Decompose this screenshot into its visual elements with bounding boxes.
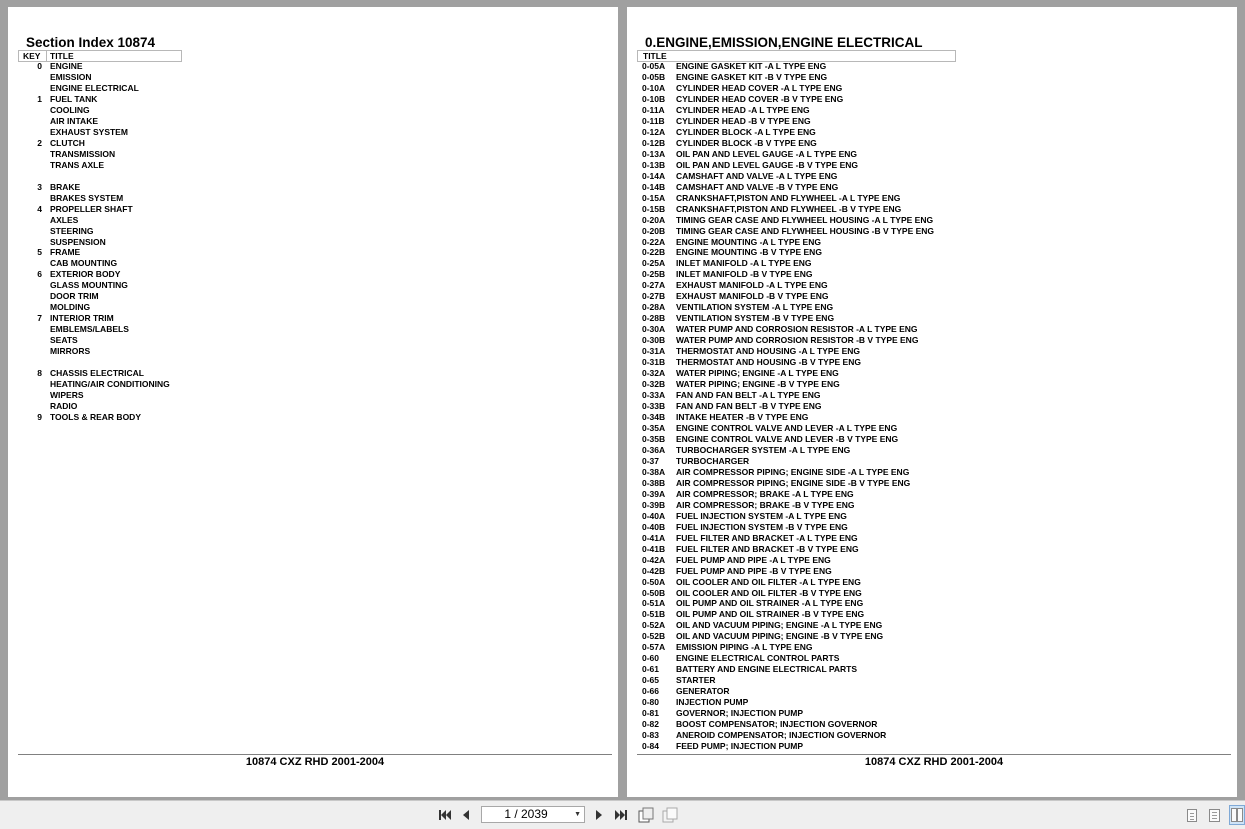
index-row[interactable] [642, 445, 1202, 456]
index-row[interactable] [642, 291, 1202, 302]
index-row[interactable] [28, 193, 428, 204]
row-title: EXTERIOR BODY [50, 269, 121, 280]
row-title: ENGINE GASKET KIT -B V TYPE ENG [676, 71, 828, 82]
row-key: 0-10B [642, 93, 666, 104]
row-key: 0-22B [642, 247, 666, 258]
row-title: CLUTCH [50, 137, 85, 148]
row-key: 0-25B [642, 269, 666, 280]
row-title: ENGINE ELECTRICAL CONTROL PARTS [676, 653, 840, 664]
index-row[interactable] [642, 631, 1202, 642]
row-title: FUEL INJECTION SYSTEM -A L TYPE ENG [676, 510, 847, 521]
row-title: CYLINDER HEAD -A L TYPE ENG [676, 104, 810, 115]
row-key: 0-60 [642, 653, 660, 664]
row-key: 0-20A [642, 214, 666, 225]
index-row[interactable] [28, 116, 428, 127]
page-number-select[interactable] [481, 806, 585, 823]
row-key: 0-10A [642, 82, 666, 93]
index-row[interactable] [642, 83, 1202, 94]
row-title: FUEL FILTER AND BRACKET -B V TYPE ENG [676, 543, 859, 554]
row-title: AIR COMPRESSOR PIPING; ENGINE SIDE -B V TYPE ENG [676, 477, 911, 488]
row-title: INTAKE HEATER -B V TYPE ENG [676, 412, 809, 422]
page-indicator: 1 / 2039 [504, 807, 548, 821]
row-title: OIL PAN AND LEVEL GAUGE -A L TYPE ENG [676, 148, 858, 159]
row-title: THERMOSTAT AND HOUSING -A L TYPE ENG [676, 346, 861, 357]
row-key: 0-81 [642, 708, 660, 719]
row-title: EMISSION [50, 71, 92, 82]
index-row[interactable] [642, 533, 1202, 544]
row-key: 0-13B [642, 159, 666, 170]
index-row[interactable] [642, 609, 1202, 620]
row-title: TRANS AXLE [50, 159, 104, 170]
row-title: CRANKSHAFT,PISTON AND FLYWHEEL -B V TYPE ENG [676, 203, 902, 214]
index-row[interactable] [642, 730, 1202, 741]
index-row[interactable] [28, 401, 428, 412]
row-title: TIMING GEAR CASE AND FLYWHEEL HOUSING -A L TYPE ENG [676, 214, 934, 225]
row-key: 0-33A [642, 390, 666, 401]
row-title: AIR COMPRESSOR PIPING; ENGINE SIDE -A L TYPE ENG [676, 466, 910, 477]
index-row[interactable] [642, 72, 1202, 83]
index-row[interactable] [28, 226, 428, 237]
index-row[interactable] [642, 653, 1202, 664]
index-row[interactable] [28, 258, 428, 269]
row-key: 0-33B [642, 401, 666, 412]
row-title: INLET MANIFOLD -B V TYPE ENG [676, 269, 813, 280]
index-row[interactable] [642, 478, 1202, 489]
index-row[interactable] [642, 675, 1202, 686]
row-key: 0-13A [642, 148, 666, 159]
row-title: BRAKES SYSTEM [50, 192, 124, 203]
row-title: CYLINDER HEAD COVER -B V TYPE ENG [676, 93, 844, 104]
row-title: TURBOCHARGER [676, 455, 750, 466]
row-title: FEED PUMP; INJECTION PUMP [676, 741, 804, 752]
row-title: MOLDING [50, 302, 91, 313]
row-title: GOVERNOR; INJECTION PUMP [676, 708, 804, 719]
row-title: OIL COOLER AND OIL FILTER -A L TYPE ENG [676, 576, 861, 587]
index-row[interactable] [642, 434, 1202, 445]
index-row[interactable] [642, 588, 1202, 599]
page-footer: 10874 CXZ RHD 2001-2004 [864, 756, 1004, 768]
row-key: 0-82 [642, 719, 660, 730]
index-row[interactable] [28, 138, 428, 149]
row-title: TIMING GEAR CASE AND FLYWHEEL HOUSING -B V TYPE ENG [676, 225, 935, 236]
row-key: 0-40A [642, 510, 666, 521]
first-page-button[interactable] [437, 807, 453, 823]
row-title: RADIO [50, 401, 78, 412]
row-key: 0-05B [642, 71, 666, 82]
document-page-left [8, 7, 618, 797]
last-page-icon [614, 809, 628, 821]
row-title: ENGINE GASKET KIT -A L TYPE ENG [676, 61, 827, 71]
row-title: EXHAUST MANIFOLD -B V TYPE ENG [676, 291, 829, 302]
index-row[interactable] [642, 204, 1202, 215]
row-title: OIL AND VACUUM PIPING; ENGINE -B V TYPE ENG [676, 631, 884, 642]
row-title: ENGINE ELECTRICAL [50, 82, 139, 93]
fit-icon [662, 807, 678, 823]
row-title: OIL AND VACUUM PIPING; ENGINE -A L TYPE ENG [676, 620, 883, 631]
index-row[interactable] [642, 620, 1202, 631]
index-row[interactable] [642, 247, 1202, 258]
row-title: MIRRORS [50, 346, 91, 357]
row-key: 7 [37, 313, 42, 324]
row-title: OIL PUMP AND OIL STRAINER -B V TYPE ENG [676, 609, 865, 620]
row-key: 3 [37, 181, 42, 192]
row-key: 0-11B [642, 115, 665, 126]
row-key: 0-42A [642, 554, 666, 565]
row-title: INJECTION PUMP [676, 697, 749, 708]
index-row[interactable] [28, 368, 428, 379]
row-title: CYLINDER HEAD COVER -A L TYPE ENG [676, 82, 843, 93]
index-row[interactable] [642, 258, 1202, 269]
rotate-icon [638, 807, 654, 823]
index-row[interactable] [642, 566, 1202, 577]
index-row[interactable] [28, 182, 428, 193]
row-key: 0-22A [642, 236, 666, 247]
index-row[interactable] [642, 182, 1202, 193]
row-key: 0-20B [642, 225, 666, 236]
viewer-toolbar [0, 800, 1245, 829]
row-title: STEERING [50, 225, 94, 236]
row-title: ENGINE MOUNTING -A L TYPE ENG [676, 236, 821, 247]
index-row[interactable] [642, 160, 1202, 171]
row-key: 0-38A [642, 466, 666, 477]
index-row[interactable] [28, 412, 428, 423]
index-row[interactable] [642, 708, 1202, 719]
row-title: TURBOCHARGER SYSTEM -A L TYPE ENG [676, 444, 851, 455]
index-row[interactable] [642, 577, 1202, 588]
row-key: 0-12B [642, 137, 666, 148]
index-row[interactable] [642, 116, 1202, 127]
row-key: 0-32B [642, 379, 666, 390]
row-title: TOOLS & REAR BODY [50, 412, 141, 422]
row-key: 0-83 [642, 730, 660, 741]
row-title: ANEROID COMPENSATOR; INJECTION GOVERNOR [676, 730, 887, 741]
row-key: 0-34B [642, 412, 666, 422]
row-key: 0-25A [642, 258, 666, 269]
continuous-view-icon[interactable] [1209, 809, 1220, 822]
row-key: 0-37 [642, 455, 660, 466]
index-row[interactable] [28, 313, 428, 324]
footer-divider [18, 754, 612, 755]
index-row[interactable] [642, 598, 1202, 609]
row-title: BATTERY AND ENGINE ELECTRICAL PARTS [676, 664, 858, 675]
index-row[interactable] [28, 390, 428, 401]
index-row[interactable] [642, 390, 1202, 401]
row-key: 0-66 [642, 686, 660, 697]
index-row[interactable] [642, 149, 1202, 160]
index-row[interactable] [28, 215, 428, 226]
index-row[interactable] [28, 83, 428, 94]
row-key: 0-51B [642, 609, 666, 620]
row-key: 0-12A [642, 126, 666, 137]
row-key: 0-50B [642, 587, 666, 598]
index-row[interactable] [28, 160, 428, 171]
index-row[interactable] [28, 280, 428, 291]
row-title: OIL PUMP AND OIL STRAINER -A L TYPE ENG [676, 598, 864, 609]
index-row[interactable] [28, 94, 428, 105]
previous-page-button[interactable] [458, 807, 474, 823]
index-row[interactable] [642, 379, 1202, 390]
row-key: 0-42B [642, 565, 666, 576]
index-row[interactable] [642, 138, 1202, 149]
index-row[interactable] [642, 500, 1202, 511]
section-index-list [28, 61, 428, 423]
section-title: 0.ENGINE,EMISSION,ENGINE ELECTRICAL [645, 35, 923, 50]
row-title: OIL PAN AND LEVEL GAUGE -B V TYPE ENG [676, 159, 858, 170]
title-column-header: TITLE [50, 51, 74, 61]
row-title: CAB MOUNTING [50, 258, 118, 269]
row-title: FUEL INJECTION SYSTEM -B V TYPE ENG [676, 521, 848, 532]
single-page-view-icon[interactable] [1187, 809, 1197, 822]
index-row[interactable] [642, 324, 1202, 335]
index-row[interactable] [642, 171, 1202, 182]
row-key: 0-40B [642, 521, 666, 532]
row-key: 2 [37, 137, 42, 148]
row-title: CAMSHAFT AND VALVE -B V TYPE ENG [676, 181, 839, 192]
row-title: EMBLEMS/LABELS [50, 324, 129, 335]
index-row[interactable] [642, 544, 1202, 555]
index-row[interactable] [28, 269, 428, 280]
row-key: 0-84 [642, 741, 660, 752]
index-row[interactable] [642, 105, 1202, 116]
index-row[interactable] [642, 215, 1202, 226]
index-row[interactable] [28, 379, 428, 390]
row-title: EMISSION PIPING -A L TYPE ENG [676, 642, 813, 653]
row-key: 0-50A [642, 576, 666, 587]
row-key: 0-52A [642, 620, 666, 631]
row-key: 0-65 [642, 675, 660, 686]
index-row[interactable] [642, 94, 1202, 105]
row-title: SEATS [50, 335, 78, 346]
two-page-view-button[interactable] [1229, 805, 1245, 825]
index-row[interactable] [28, 204, 428, 215]
row-title: CYLINDER BLOCK -B V TYPE ENG [676, 137, 817, 148]
index-row[interactable] [642, 686, 1202, 697]
row-title: FAN AND FAN BELT -B V TYPE ENG [676, 401, 822, 412]
section-index-title: Section Index 10874 [26, 35, 156, 50]
row-title: FUEL FILTER AND BRACKET -A L TYPE ENG [676, 532, 858, 543]
row-key: 1 [37, 93, 42, 104]
row-key: 0-41A [642, 532, 666, 543]
next-page-icon [594, 809, 604, 821]
index-row[interactable] [642, 467, 1202, 478]
row-title: WATER PUMP AND CORROSION RESISTOR -B V TYPE ENG [676, 335, 919, 346]
row-title: CHASSIS ELECTRICAL [50, 368, 144, 379]
row-title: FAN AND FAN BELT -A L TYPE ENG [676, 390, 821, 401]
index-row[interactable] [28, 291, 428, 302]
index-row[interactable] [642, 269, 1202, 280]
row-title: AXLES [50, 214, 79, 225]
footer-divider [637, 754, 1231, 755]
row-title: AIR INTAKE [50, 115, 99, 126]
index-row[interactable] [642, 226, 1202, 237]
row-key: 0-31B [642, 357, 666, 368]
index-row[interactable] [28, 357, 428, 368]
row-key: 0-41B [642, 543, 666, 554]
index-row[interactable] [642, 127, 1202, 138]
row-key: 0-32A [642, 368, 666, 379]
index-row[interactable] [642, 280, 1202, 291]
index-row[interactable] [642, 664, 1202, 675]
index-row[interactable] [28, 247, 428, 258]
index-row[interactable] [28, 127, 428, 138]
document-page-right [627, 7, 1237, 797]
row-key: 5 [37, 247, 42, 258]
row-title: CYLINDER HEAD -B V TYPE ENG [676, 115, 811, 126]
row-title: WIPERS [50, 390, 84, 401]
row-title: AIR COMPRESSOR; BRAKE -B V TYPE ENG [676, 499, 855, 510]
row-title: TRANSMISSION [50, 148, 116, 159]
title-column-header: TITLE [643, 51, 667, 61]
row-title: FUEL PUMP AND PIPE -B V TYPE ENG [676, 565, 832, 576]
index-row[interactable] [28, 346, 428, 357]
index-row[interactable] [642, 511, 1202, 522]
row-title: SUSPENSION [50, 236, 106, 247]
row-key: 0-14A [642, 170, 666, 181]
row-title: CRANKSHAFT,PISTON AND FLYWHEEL -A L TYPE ENG [676, 192, 901, 203]
index-row[interactable] [28, 61, 428, 72]
row-title: FUEL PUMP AND PIPE -A L TYPE ENG [676, 554, 831, 565]
row-key: 0-27B [642, 291, 666, 302]
row-key: 4 [37, 203, 42, 214]
row-key: 0-38B [642, 477, 666, 488]
row-title: FUEL TANK [50, 93, 98, 104]
next-page-button[interactable] [591, 807, 607, 823]
index-row[interactable] [28, 72, 428, 83]
index-row[interactable] [642, 522, 1202, 533]
row-key: 0 [37, 61, 42, 71]
index-row[interactable] [642, 719, 1202, 730]
index-row[interactable] [642, 642, 1202, 653]
row-title: WATER PUMP AND CORROSION RESISTOR -A L TYPE ENG [676, 324, 918, 335]
row-title: VENTILATION SYSTEM -B V TYPE ENG [676, 313, 835, 324]
fit-button[interactable] [662, 807, 678, 823]
index-row[interactable] [642, 302, 1202, 313]
row-key: 0-11A [642, 104, 665, 115]
row-title: EXHAUST SYSTEM [50, 126, 128, 137]
parts-index-list [642, 61, 1202, 752]
row-title: AIR COMPRESSOR; BRAKE -A L TYPE ENG [676, 488, 854, 499]
row-key: 0-31A [642, 346, 666, 357]
index-row[interactable] [642, 61, 1202, 72]
previous-page-icon [461, 809, 471, 821]
last-page-button[interactable] [613, 807, 629, 823]
row-title: WATER PIPING; ENGINE -A L TYPE ENG [676, 368, 839, 379]
row-key: 0-39A [642, 488, 666, 499]
row-title: STARTER [676, 675, 716, 686]
index-row[interactable] [642, 555, 1202, 566]
row-key: 6 [37, 269, 42, 280]
row-title: VENTILATION SYSTEM -A L TYPE ENG [676, 302, 834, 313]
index-row[interactable] [642, 357, 1202, 368]
index-row[interactable] [642, 489, 1202, 500]
row-title: GLASS MOUNTING [50, 280, 128, 291]
row-title: DOOR TRIM [50, 291, 99, 302]
row-key: 0-30B [642, 335, 666, 346]
row-key: 0-28B [642, 313, 666, 324]
row-title: ENGINE MOUNTING -B V TYPE ENG [676, 247, 822, 258]
first-page-icon [438, 809, 452, 821]
row-key: 0-35B [642, 433, 666, 444]
index-row[interactable] [642, 412, 1202, 423]
index-row[interactable] [642, 423, 1202, 434]
row-title: GENERATOR [676, 686, 730, 697]
row-key: 8 [37, 368, 42, 379]
row-title: PROPELLER SHAFT [50, 203, 133, 214]
row-key: 0-51A [642, 598, 666, 609]
row-title: ENGINE CONTROL VALVE AND LEVER -A L TYPE ENG [676, 422, 898, 433]
index-row[interactable] [642, 401, 1202, 412]
row-title: FRAME [50, 247, 81, 258]
index-row[interactable] [28, 302, 428, 313]
row-title: CAMSHAFT AND VALVE -A L TYPE ENG [676, 170, 838, 181]
index-row[interactable] [642, 368, 1202, 379]
row-key: 0-15B [642, 203, 666, 214]
index-row[interactable] [28, 237, 428, 248]
row-key: 0-35A [642, 422, 666, 433]
index-row[interactable] [642, 237, 1202, 248]
row-key: 9 [37, 412, 42, 422]
rotate-button[interactable] [638, 807, 654, 823]
key-column-header: KEY [23, 51, 41, 61]
row-title: COOLING [50, 104, 90, 115]
index-row[interactable] [28, 171, 428, 182]
row-title: BOOST COMPENSATOR; INJECTION GOVERNOR [676, 719, 878, 730]
row-title: BRAKE [50, 181, 81, 192]
row-title: OIL COOLER AND OIL FILTER -B V TYPE ENG [676, 587, 862, 598]
row-key: 0-30A [642, 324, 666, 335]
index-row[interactable] [642, 346, 1202, 357]
index-row[interactable] [28, 324, 428, 335]
row-title: ENGINE CONTROL VALVE AND LEVER -B V TYPE ENG [676, 433, 899, 444]
row-key: 0-14B [642, 181, 666, 192]
row-title: WATER PIPING; ENGINE -B V TYPE ENG [676, 379, 840, 390]
row-title: HEATING/AIR CONDITIONING [50, 379, 170, 390]
index-row[interactable] [28, 335, 428, 346]
index-row[interactable] [28, 149, 428, 160]
row-key: 0-39B [642, 499, 666, 510]
page-footer: 10874 CXZ RHD 2001-2004 [245, 756, 385, 768]
row-key: 0-15A [642, 192, 666, 203]
row-key: 0-52B [642, 631, 666, 642]
row-key: 0-36A [642, 444, 666, 455]
row-key: 0-27A [642, 280, 666, 291]
row-key: 0-80 [642, 697, 660, 708]
row-key: 0-28A [642, 302, 666, 313]
index-row[interactable] [642, 193, 1202, 204]
index-row[interactable] [642, 313, 1202, 324]
row-title: INLET MANIFOLD -A L TYPE ENG [676, 258, 812, 269]
row-title: CYLINDER BLOCK -A L TYPE ENG [676, 126, 816, 137]
index-row[interactable] [642, 456, 1202, 467]
row-key: 0-61 [642, 664, 660, 675]
row-title: INTERIOR TRIM [50, 313, 114, 324]
row-title: ENGINE [50, 61, 83, 71]
row-title: THERMOSTAT AND HOUSING -B V TYPE ENG [676, 357, 861, 368]
index-row[interactable] [28, 105, 428, 116]
index-row[interactable] [642, 335, 1202, 346]
row-key: 0-05A [642, 61, 666, 71]
index-row[interactable] [642, 697, 1202, 708]
row-title: EXHAUST MANIFOLD -A L TYPE ENG [676, 280, 828, 291]
dropdown-arrow-icon: ▼ [574, 811, 581, 818]
row-key: 0-57A [642, 642, 666, 653]
index-row[interactable] [642, 741, 1202, 752]
